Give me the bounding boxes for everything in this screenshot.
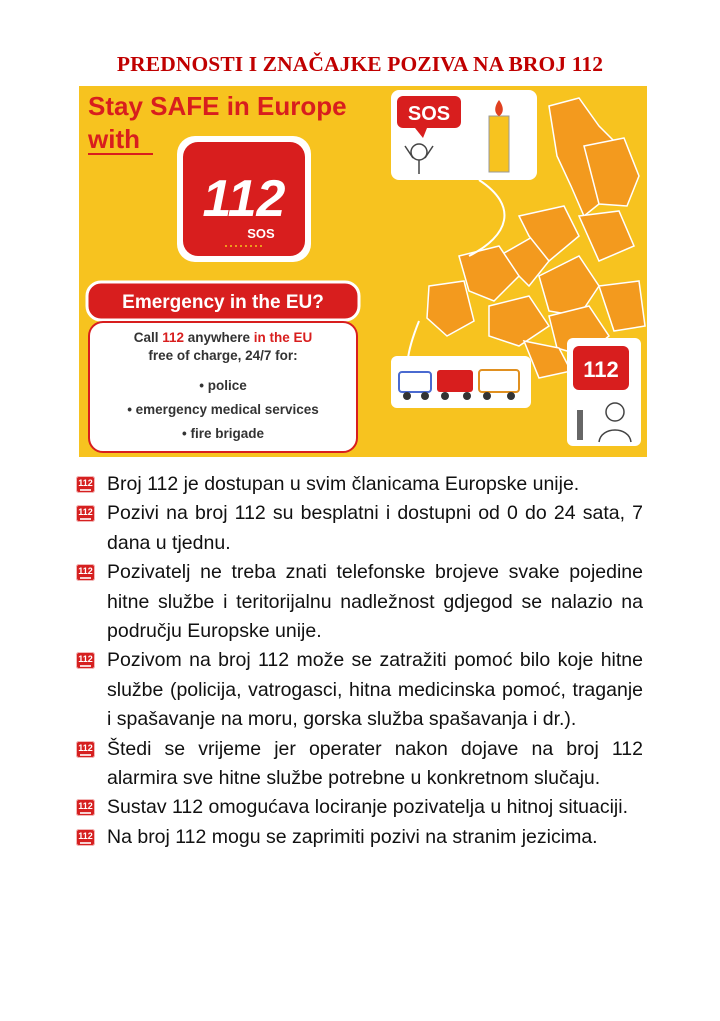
sos-bubble-text: SOS [407, 103, 451, 125]
service-medical: • emergency medical services [127, 402, 319, 417]
list-item-text: Pozivom na broj 112 može se zatražiti pomoć bilo koje hitne službe (policija, vatrogasci, hitna medicinska pomoć, traganje i spašavanje na moru, gorska služba spašavanja i dr.). [107, 649, 643, 731]
info-box [89, 322, 357, 452]
list-item [76, 735, 643, 794]
112-bullet-icon: 112 [76, 505, 95, 522]
poster-headline-2: with [88, 124, 140, 154]
poster-112 [79, 86, 647, 457]
list-item-text: Sustav 112 omogućava lociranje pozivatelja u hitnoj situaciji. [107, 796, 629, 819]
call-line-a: Call [133, 330, 163, 345]
list-item [76, 823, 643, 852]
page-title: PREDNOSTI I ZNAČAJKE POZIVA NA BROJ 112 [116, 52, 604, 76]
112-bullet-icon: 112 [76, 741, 95, 758]
operator-112: 112 [583, 357, 619, 382]
service-police: • police [199, 378, 247, 393]
emergency-banner [87, 282, 359, 320]
112-bullet-icon: 112 [76, 799, 95, 816]
list-item [76, 470, 643, 499]
list-item-text: Pozivatelj ne treba znati telefonske brojeve svake pojedine hitne službe i teritorijalnu nadležnost gdjegod se nalazio na području Europske unije. [107, 561, 643, 643]
service-fire: • fire brigade [182, 426, 264, 441]
call-line-2: free of charge, 24/7 for: [148, 348, 298, 363]
112-bullet-icon: 112 [76, 564, 95, 581]
operator-panel [567, 338, 641, 446]
112-bullet-icon: 112 [76, 476, 95, 493]
logo-112 [177, 136, 311, 262]
list-item-text: Štedi se vrijeme jer operater nakon dojave na broj 112 alarmira sve hitne službe potrebne u konkretnom slučaju. [107, 737, 643, 790]
112-bullet-icon: 112 [76, 652, 95, 669]
logo-sos: SOS [247, 226, 275, 241]
logo-number: 112 [202, 170, 286, 228]
list-item [76, 646, 643, 734]
list-item [76, 793, 643, 822]
call-line-d: in the EU [253, 330, 313, 345]
call-line-c: anywhere [184, 330, 254, 345]
poster-headline-1: Stay SAFE in Europe [88, 91, 347, 121]
list-item-text: Pozivi na broj 112 su besplatni i dostupni od 0 do 24 sata, 7 dana u tjednu. [107, 502, 643, 554]
list-item [76, 499, 643, 558]
list-item-text: Na broj 112 mogu se zaprimiti pozivi na stranim jezicima. [107, 825, 598, 848]
banner-text: Emergency in the EU? [122, 292, 324, 313]
sos-panel [391, 90, 537, 180]
call-line-b: 112 [162, 330, 184, 345]
svg-text:Call 112 anywhere in the EU [134, 330, 313, 345]
benefits-list [76, 470, 643, 852]
112-bullet-icon: 112 [76, 829, 95, 846]
vehicles-panel [391, 356, 531, 408]
list-item [76, 558, 643, 646]
list-item-text: Broj 112 je dostupan u svim članicama Europske unije. [107, 473, 580, 495]
poster-illustration [79, 86, 647, 457]
